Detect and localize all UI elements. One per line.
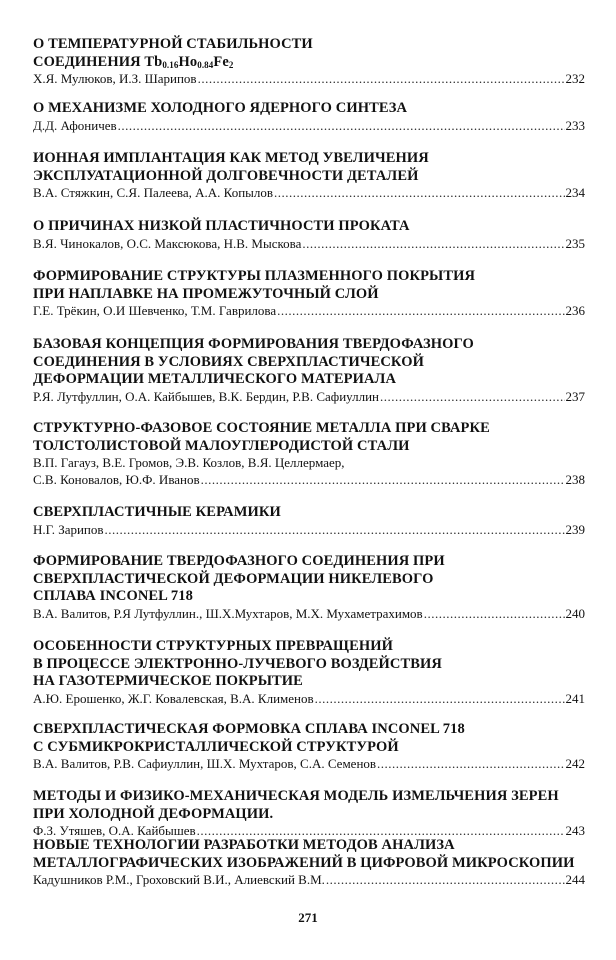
toc-entry (33, 36, 585, 88)
entry-title: ФОРМИРОВАНИЕ СТРУКТУРЫ ПЛАЗМЕННОГО ПОКРЫТИЯ (33, 268, 476, 284)
entry-title: ДЕФОРМАЦИИ МЕТАЛЛИЧЕСКОГО МАТЕРИАЛА (33, 371, 397, 387)
entry-page-number: 234 (565, 185, 585, 200)
entry-authors-row (33, 756, 585, 773)
toc-entry (33, 268, 585, 320)
entry-authors-row (33, 606, 585, 623)
entry-title: СВЕРХПЛАСТИЧЕСКАЯ ФОРМОВКА СПЛАВА INCONEL 718 (33, 721, 465, 737)
entry-authors: Х.Я. Мулюков, И.З. Шарипов (33, 71, 197, 86)
toc-entry (33, 100, 585, 134)
entry-page-number: 244 (565, 872, 585, 887)
entry-title: ПРИ ХОЛОДНОЙ ДЕФОРМАЦИИ. (33, 805, 274, 822)
entry-title: СТРУКТУРНО-ФАЗОВОЕ СОСТОЯНИЕ МЕТАЛЛА ПРИ СВАРКЕ (33, 420, 490, 436)
dot-leader (326, 872, 565, 889)
toc-entry (33, 553, 585, 622)
entry-authors-row (33, 522, 585, 539)
toc-entry (33, 837, 585, 889)
entry-page-number: 237 (565, 388, 585, 404)
entry-authors-row (33, 472, 585, 489)
entry-title: МЕТАЛЛОГРАФИЧЕСКИХ ИЗОБРАЖЕНИЙ В ЦИФРОВОЙ МИКРОСКОПИИ (33, 854, 575, 871)
toc-entry (33, 336, 585, 405)
dot-leader (274, 185, 564, 202)
entry-authors: Г.Е. Трёкин, О.И Шевченко, Т.М. Гаврилова (33, 303, 277, 318)
entry-page-number: 243 (565, 823, 585, 838)
dot-leader (424, 606, 565, 623)
entry-page-number: 233 (565, 117, 585, 133)
entry-title: ФОРМИРОВАНИЕ ТВЕРДОФАЗНОГО СОЕДИНЕНИЯ ПРИ (33, 553, 445, 569)
entry-page-number: 242 (565, 756, 585, 771)
entry-page-number: 236 (565, 303, 585, 318)
dot-leader (105, 522, 565, 539)
entry-page-number: 241 (565, 690, 585, 706)
entry-title: СПЛАВА INCONEL 718 (33, 588, 193, 604)
entry-page-number: 232 (565, 71, 585, 86)
entry-page-number: 235 (565, 235, 585, 251)
toc-entry (33, 788, 585, 840)
entry-title: ТОЛСТОЛИСТОВОЙ МАЛОУГЛЕРОДИСТОЙ СТАЛИ (33, 437, 410, 454)
entry-authors: В.А. Стяжкин, С.Я. Палеева, А.А. Копылов (33, 185, 274, 200)
entry-title: ЭКСПЛУАТАЦИОННОЙ ДОЛГОВЕЧНОСТИ ДЕТАЛЕЙ (33, 167, 419, 184)
entry-authors-row (33, 872, 585, 889)
entry-authors-row (33, 185, 585, 202)
dot-leader (201, 472, 565, 489)
entry-authors: Ф.З. Утяшев, О.А. Кайбышев (33, 823, 196, 838)
entry-authors-row (33, 236, 585, 253)
entry-authors: В.А. Валитов, Р.Я Лутфуллин., Ш.Х.Мухтаров, М.Х. Мухаметрахимов (33, 605, 423, 621)
dot-leader (302, 236, 564, 253)
entry-authors: Н.Г. Зарипов (33, 521, 104, 537)
toc-entry (33, 218, 585, 252)
entry-authors: В.А. Валитов, Р.В. Сафиуллин, Ш.Х. Мухтаров, С.А. Семенов (33, 756, 377, 771)
entry-title: БАЗОВАЯ КОНЦЕПЦИЯ ФОРМИРОВАНИЯ ТВЕРДОФАЗНОГО (33, 336, 474, 352)
dot-leader (118, 118, 565, 135)
entry-title: ПРИ НАПЛАВКЕ НА ПРОМЕЖУТОЧНЫЙ СЛОЙ (33, 285, 379, 302)
entry-title: ОСОБЕННОСТИ СТРУКТУРНЫХ ПРЕВРАЩЕНИЙ (33, 638, 393, 654)
entry-authors: В.Я. Чинокалов, О.С. Максюкова, Н.В. Мыскова (33, 235, 302, 251)
entry-title: СВЕРХПЛАСТИЧЕСКОЙ ДЕФОРМАЦИИ НИКЕЛЕВОГО (33, 570, 434, 587)
entry-title: О МЕХАНИЗМЕ ХОЛОДНОГО ЯДЕРНОГО СИНТЕЗА (33, 100, 408, 116)
entry-title: СВЕРХПЛАСТИЧНЫЕ КЕРАМИКИ (33, 504, 281, 520)
entry-page-number: 238 (565, 471, 585, 487)
entry-title: СОЕДИНЕНИЯ В УСЛОВИЯХ СВЕРХПЛАСТИЧЕСКОЙ (33, 353, 424, 370)
entry-authors-row (33, 118, 585, 135)
entry-title: МЕТОДЫ И ФИЗИКО-МЕХАНИЧЕСКАЯ МОДЕЛЬ ИЗМЕЛЬЧЕНИЯ ЗЕРЕН (33, 788, 559, 804)
entry-title: НА ГАЗОТЕРМИЧЕСКОЕ ПОКРЫТИЕ (33, 673, 303, 689)
entry-title: В ПРОЦЕССЕ ЭЛЕКТРОННО-ЛУЧЕВОГО ВОЗДЕЙСТВИЯ (33, 655, 442, 672)
entry-authors: С.В. Коновалов, Ю.Ф. Иванов (33, 471, 200, 487)
entry-authors-row (33, 71, 585, 88)
entry-title: НОВЫЕ ТЕХНОЛОГИИ РАЗРАБОТКИ МЕТОДОВ АНАЛИЗА (33, 837, 455, 853)
entry-authors: В.П. Гагауз, В.Е. Громов, Э.В. Козлов, В.Я. Целлермаер, (33, 455, 345, 470)
entry-authors-row (33, 389, 585, 406)
dot-leader (198, 71, 565, 88)
entry-page-number: 240 (565, 605, 585, 621)
entry-title: СОЕДИНЕНИЯ $Tb_{0.16}Ho_{0.84}Fe_2$ (33, 53, 234, 70)
entry-authors-row (33, 303, 585, 320)
entry-authors-row (33, 691, 585, 708)
toc-entry (33, 638, 585, 707)
entry-title: О ПРИЧИНАХ НИЗКОЙ ПЛАСТИЧНОСТИ ПРОКАТА (33, 218, 410, 234)
page-number: 271 (298, 910, 318, 925)
toc-entry (33, 420, 585, 488)
toc-entry (33, 721, 585, 773)
entry-title: ИОННАЯ ИМПЛАНТАЦИЯ КАК МЕТОД УВЕЛИЧЕНИЯ (33, 150, 429, 166)
entry-title: О ТЕМПЕРАТУРНОЙ СТАБИЛЬНОСТИ (33, 36, 313, 52)
dot-leader (277, 303, 564, 320)
entry-authors: Кадушников Р.М., Гроховский В.И., Алиевский В.М. (33, 872, 325, 887)
dot-leader (377, 756, 564, 773)
entry-authors: А.Ю. Ерошенко, Ж.Г. Ковалевская, В.А. Клименов (33, 690, 314, 706)
toc-entry (33, 150, 585, 202)
dot-leader (380, 389, 565, 406)
toc-entry (33, 504, 585, 538)
dot-leader (315, 691, 565, 708)
entry-authors: Д.Д. Афоничев (33, 117, 117, 133)
entry-title: С СУБМИКРОКРИСТАЛЛИЧЕСКОЙ СТРУКТУРОЙ (33, 738, 399, 755)
entry-page-number: 239 (565, 521, 585, 537)
entry-authors: Р.Я. Лутфуллин, О.А. Кайбышев, В.К. Бердин, Р.В. Сафиуллин (33, 388, 379, 404)
